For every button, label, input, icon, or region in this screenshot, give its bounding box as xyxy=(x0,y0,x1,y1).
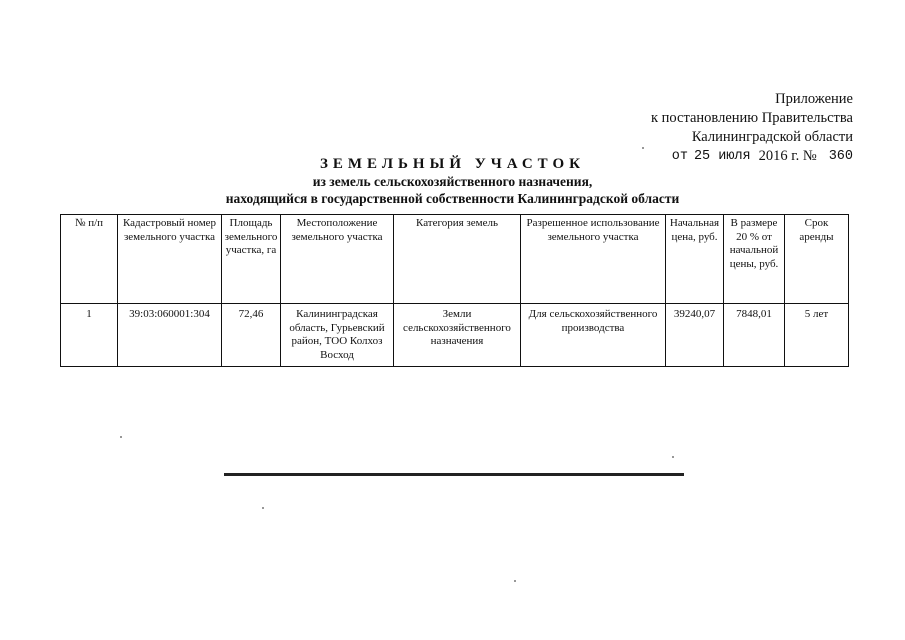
scan-speck xyxy=(120,436,122,438)
cell-category: Земли сельскохозяйственного назначения xyxy=(394,304,521,367)
cell-area: 72,46 xyxy=(222,304,281,367)
cell-permitted-use: Для сельскохозяйственного производства xyxy=(521,304,666,367)
appendix-title: Приложение xyxy=(775,91,853,107)
table-row xyxy=(61,304,849,367)
closing-rule xyxy=(224,473,684,476)
title-sub-2: находящийся в государственной собственности Калининградской области xyxy=(225,191,680,206)
header-permitted-use: Разрешенное использование земельного участка xyxy=(521,215,666,304)
cell-deposit: 7848,01 xyxy=(724,304,785,367)
cell-number: 1 xyxy=(61,304,118,367)
header-number: № п/п xyxy=(61,215,118,304)
scan-speck xyxy=(672,456,674,458)
header-area: Площадь земельного участка, га xyxy=(222,215,281,304)
header-category: Категория земель xyxy=(394,215,521,304)
header-initial-price: Начальная цена, руб. xyxy=(666,215,724,304)
scan-speck xyxy=(642,147,644,149)
date-from: от xyxy=(671,149,688,164)
appendix-region: Калининградской области xyxy=(691,129,853,145)
land-plot-table xyxy=(60,214,849,367)
appendix-reference: к постановлению Правительства xyxy=(651,110,853,126)
title-sub-1: из земель сельскохозяйственного назначения, xyxy=(312,174,593,189)
title-main: ЗЕМЕЛЬНЫЙ УЧАСТОК xyxy=(319,156,586,172)
header-deposit: В размере 20 % от начальной цены, руб. xyxy=(724,215,785,304)
resolution-number: 360 xyxy=(828,149,853,164)
header-cadastral: Кадастровый номер земельного участка xyxy=(118,215,222,304)
cell-lease-term: 5 лет xyxy=(785,304,849,367)
table-header-row xyxy=(61,215,849,304)
header-location: Местоположение земельного участка xyxy=(281,215,394,304)
cell-cadastral: 39:03:060001:304 xyxy=(118,304,222,367)
date-year: 2016 г. № xyxy=(758,148,817,164)
date-day-month: 25 июля xyxy=(693,149,751,164)
scan-speck xyxy=(514,580,516,582)
cell-location: Калининградская область, Гурьевский район, ТОО Колхоз Восход xyxy=(281,304,394,367)
scan-speck xyxy=(262,507,264,509)
cell-initial-price: 39240,07 xyxy=(666,304,724,367)
document-title xyxy=(0,155,905,207)
header-lease-term: Срок аренды xyxy=(785,215,849,304)
